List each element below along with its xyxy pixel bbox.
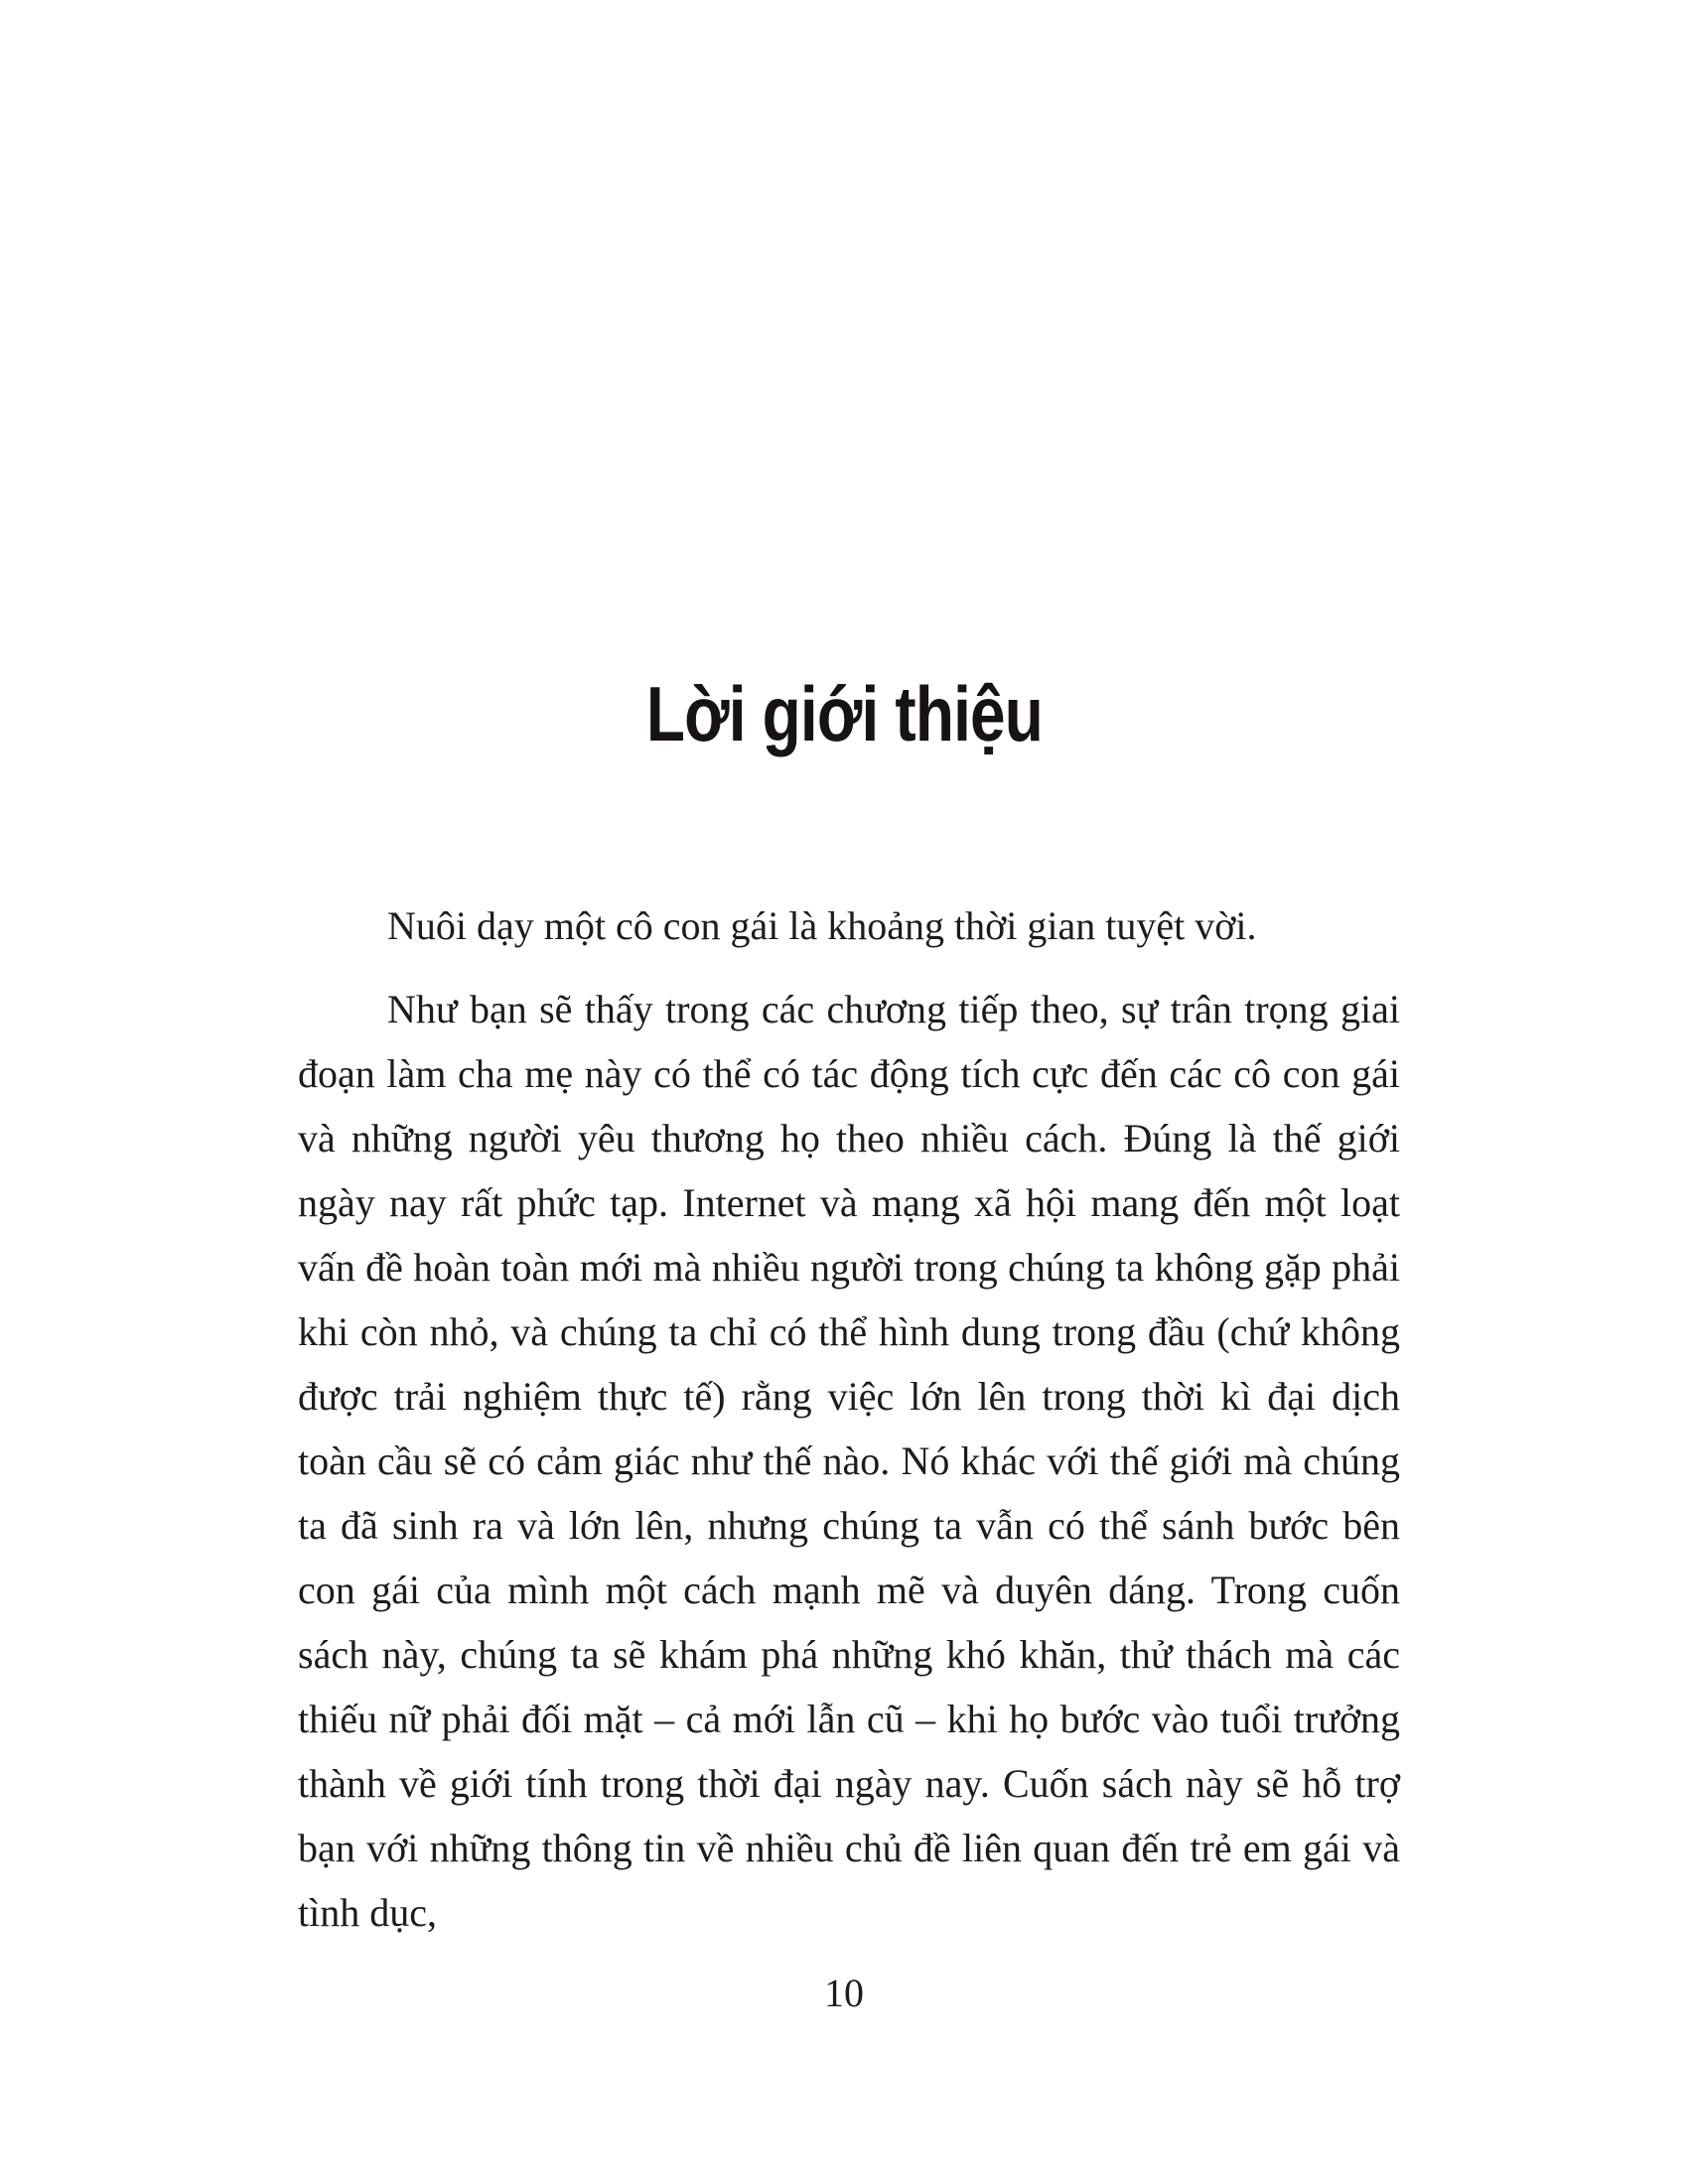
page-number: 10 [824, 1971, 864, 2015]
body-paragraph: Như bạn sẽ thấy trong các chương tiếp theo, sự trân trọng giai đoạn làm cha mẹ này có thể có tác động tích cực đến các cô con gái và những người yêu thương họ theo nhiều cách. Đúng là thế giới ngày nay rất phức tạp. Internet và mạng xã hội mang đến một loạt vấn đề hoàn toàn mới mà nhiều người trong chúng ta không gặp phải khi còn nhỏ, và chúng ta chỉ có thể hình dung trong đầu (chứ không được trải nghiệm thực tế) rằng việc lớn lên trong thời kì đại dịch toàn cầu sẽ có cảm giác như thế nào. Nó khác với thế giới mà chúng ta đã sinh ra và lớn lên, nhưng chúng ta vẫn có thể sánh bước bên con gái của mình một cách mạnh mẽ và duyên dáng. Trong cuốn sách này, chúng ta sẽ khám phá những khó khăn, thử thách mà các thiếu nữ phải đối mặt – cả mới lẫn cũ – khi họ bước vào tuổi trưởng thành về giới tính trong thời đại ngày nay. Cuốn sách này sẽ hỗ trợ bạn với những thông tin về nhiều chủ đề liên quan đến trẻ em gái và tình dục, [298, 987, 1400, 1935]
body-paragraph: Nuôi dạy một cô con gái là khoảng thời gian tuyệt vời. [387, 903, 1257, 948]
body-text-block [298, 893, 1400, 1945]
chapter-title-text: Lời giới thiệu [645, 670, 1043, 757]
chapter-title [0, 670, 1688, 757]
